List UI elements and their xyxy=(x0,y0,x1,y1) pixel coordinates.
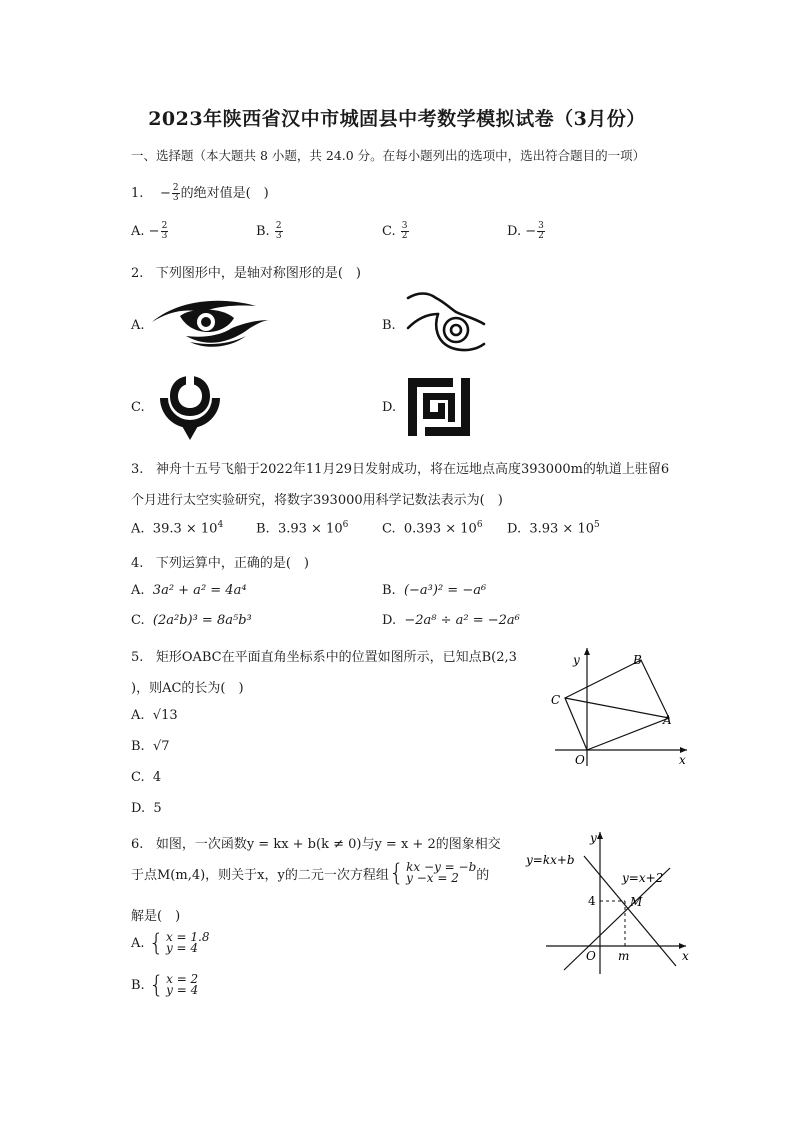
question-6-line3: 解是( ) xyxy=(131,909,181,924)
q3-option-a[interactable]: A. $39.3 \times 10^4$ xyxy=(131,520,224,537)
y-axis-label: y xyxy=(573,653,580,667)
y-axis-label: y xyxy=(590,831,597,845)
question-6-line2: 于点M(m,4)，则关于x，y的二元一次方程组 { kx −y = −b y −x = 2 的 xyxy=(131,859,490,887)
rectangle-oabc xyxy=(565,660,669,750)
section-header: 一、选择题（本大题共 8 小题，共 24.0 分。在每小题列出的选项中，选出符合题目的一项） xyxy=(131,148,646,163)
q1-option-d[interactable]: D. − $\frac{3}{2}$ xyxy=(507,221,544,241)
question-4: 4. 下列运算中，正确的是( ) xyxy=(131,556,309,571)
point-a-label: A xyxy=(663,713,672,727)
q6-linear-functions-figure xyxy=(522,826,692,978)
q3-option-d[interactable]: D. $3.93 \times 10^5$ xyxy=(507,520,600,537)
q1-stem: 的绝对值是( ) xyxy=(180,186,269,201)
q5-option-b[interactable]: B. √7 xyxy=(131,739,170,754)
question-3-line1: 3. 神舟十五号飞船于2022年11月29日发射成功，将在远地点高度393000m的轨道上驻留6 xyxy=(131,462,670,477)
q5-option-c[interactable]: C. 4 xyxy=(131,770,162,785)
q1-option-b[interactable]: B. $\frac{2}{3}$ xyxy=(256,221,282,241)
q2-option-d-label[interactable]: D. xyxy=(382,400,397,415)
question-2: 2. 下列图形中，是轴对称图形的是( ) xyxy=(131,266,361,281)
point-m-label: M xyxy=(630,895,643,909)
diagonal-ac xyxy=(565,698,669,718)
m-tick-label: m xyxy=(618,949,630,963)
question-6-line1: 6. 如图，一次函数y = kx + b(k ≠ 0)与y = x + 2的图象相交 xyxy=(131,837,501,852)
point-o-label: O xyxy=(575,753,585,767)
seal-symbol-figure[interactable] xyxy=(406,376,472,438)
x-axis-label: x xyxy=(679,753,686,767)
eye-symbol-figure[interactable] xyxy=(150,298,270,350)
paper-title: 2023年陕西省汉中市城固县中考数学模拟试卷（3月份） xyxy=(148,108,646,130)
q3-option-b[interactable]: B. $3.93 \times 10^6$ xyxy=(256,520,349,537)
q4-option-b[interactable]: B. (−a³)² = −a⁶ xyxy=(382,583,487,598)
q3-option-c[interactable]: C. $0.393 \times 10^6$ xyxy=(382,520,483,537)
question-3-line2: 个月进行太空实验研究，将数字393000用科学记数法表示为( ) xyxy=(131,493,503,508)
q1-option-a[interactable]: A. − $\frac{2}{3}$ xyxy=(131,221,168,241)
q4-option-d[interactable]: D. −2a⁸ ÷ a² = −2a⁶ xyxy=(382,613,520,628)
line-kx-b-label: y=kx+b xyxy=(526,853,575,867)
q6-option-a[interactable]: A. { x = 1.8 y = 4 xyxy=(131,929,210,957)
q1-fraction: $\frac{2}{3}$ xyxy=(172,183,179,203)
q1-option-c[interactable]: C. $\frac{3}{2}$ xyxy=(382,221,408,241)
q5-rectangle-figure xyxy=(545,642,695,770)
question-5-line1: 5. 矩形OABC在平面直角坐标系中的位置如图所示，已知点B(2,3 xyxy=(131,650,517,665)
q2-option-b-label[interactable]: B. xyxy=(382,318,396,333)
q2-option-c-label[interactable]: C. xyxy=(131,400,145,415)
q1-sign: − xyxy=(159,186,171,201)
point-c-label: C xyxy=(551,693,561,707)
q6-equation-system: kx −y = −b y −x = 2 xyxy=(406,860,477,885)
q2-option-a-label[interactable]: A. xyxy=(131,318,145,333)
q5-option-d[interactable]: D. 5 xyxy=(131,801,162,816)
q1-number: 1. xyxy=(131,186,144,201)
hand-symbol-figure[interactable] xyxy=(404,290,490,358)
point-b-label: B xyxy=(633,653,642,667)
four-tick-label: 4 xyxy=(588,894,596,908)
q6-option-b[interactable]: B. { x = 2 y = 4 xyxy=(131,971,199,999)
x-axis-label: x xyxy=(682,949,689,963)
origin-label: O xyxy=(586,949,596,963)
question-1 xyxy=(131,182,269,203)
q2-stem: 下列图形中，是轴对称图形的是( ) xyxy=(155,266,361,281)
q4-option-c[interactable]: C. (2a²b)³ = 8a⁵b³ xyxy=(131,613,252,628)
ring-symbol-figure[interactable] xyxy=(150,372,230,442)
question-5-line2: )，则AC的长为( ) xyxy=(131,681,244,696)
line-x-plus-2-label: y=x+2 xyxy=(622,871,664,885)
q4-option-a[interactable]: A. 3a² + a² = 4a⁴ xyxy=(131,583,247,598)
q5-option-a[interactable]: A. √13 xyxy=(131,708,178,723)
